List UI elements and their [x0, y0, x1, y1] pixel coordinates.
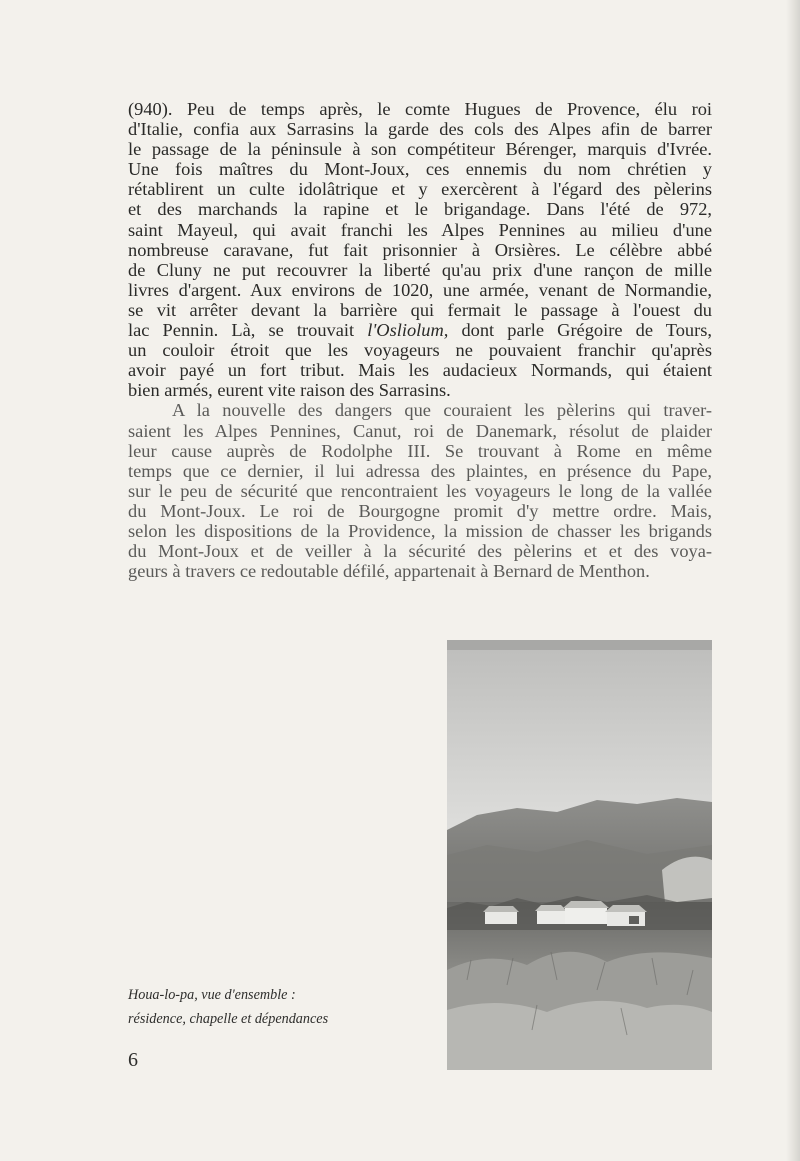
text-line: du Mont-Joux. Le roi de Bourgogne promit d'y mettre ordre. Mais,: [128, 500, 712, 521]
paragraph-start: A la nouvelle des dangers que couraient les pèlerins qui traver-: [172, 400, 712, 421]
caption-line-1: Houa-lo-pa, vue d'ensemble :: [128, 987, 296, 1003]
text-line: se vit arrêter devant la barrière qui fermait le passage à l'ouest du: [128, 299, 712, 320]
text-line: temps que ce dernier, il lui adressa des plaintes, en présence du Pape,: [128, 460, 712, 481]
text-line: et des marchands la rapine et le brigandage. Dans l'été de 972,: [128, 199, 712, 220]
text-line: leur cause auprès de Rodolphe III. Se trouvant à Rome en même: [128, 440, 712, 461]
text-line: saint Mayeul, qui avait franchi les Alpes Pennines au milieu d'une: [128, 219, 712, 240]
text-line: sur le peu de sécurité que rencontraient les voyageurs le long de la vallée: [128, 480, 712, 501]
text-line: geurs à travers ce redoutable défilé, appartenait à Bernard de Menthon.: [128, 561, 650, 582]
photo-caption: [128, 983, 428, 1031]
text-line: rétablirent un culte idolâtrique et y exercèrent à l'égard des pèlerins: [128, 179, 712, 200]
text-line: un couloir étroit que les voyageurs ne pouvaient franchir qu'après: [128, 340, 712, 361]
page-edge-shadow: [786, 0, 800, 1161]
text-line: avoir payé un fort tribut. Mais les audacieux Normands, qui étaient: [128, 360, 712, 381]
page-number: 6: [128, 1049, 138, 1071]
text-line: selon les dispositions de la Providence, la mission de chasser les brigands: [128, 520, 712, 541]
text-line: (940). Peu de temps après, le comte Hugues de Provence, élu roi: [128, 99, 712, 119]
text-line: de Cluny ne put recouvrer la liberté qu'au prix d'une rançon de mille: [128, 259, 712, 280]
text-line-with-italic: [128, 320, 712, 340]
text-fragment: lac Pennin. Là, se trouvait: [128, 320, 368, 341]
text-line: livres d'argent. Aux environs de 1020, une armée, venant de Normandie,: [128, 279, 712, 300]
landscape-photo-drawing: [447, 640, 712, 1070]
text-line: bien armés, eurent vite raison des Sarrasins.: [128, 380, 451, 401]
text-line: le passage de la péninsule à son compétiteur Bérenger, marquis d'Ivrée.: [128, 139, 712, 160]
body-text: [128, 99, 712, 581]
text-line: du Mont-Joux et de veiller à la sécurité des pèlerins et et des voya-: [128, 541, 712, 562]
landscape-photo: [447, 640, 712, 1070]
caption-line-2: résidence, chapelle et dépendances: [128, 1011, 329, 1027]
text-fragment: dont parle Grégoire de Tours,: [448, 320, 712, 341]
text-line: d'Italie, confia aux Sarrasins la garde des cols des Alpes afin de barrer: [128, 119, 712, 140]
italic-term-osliolum: l'Osliolum,: [367, 320, 449, 341]
text-line: nombreuse caravane, fut fait prisonnier à Orsières. Le célèbre abbé: [128, 239, 712, 260]
text-line: Une fois maîtres du Mont-Joux, ces ennemis du nom chrétien y: [128, 159, 712, 180]
text-line: saient les Alpes Pennines, Canut, roi de Danemark, résolut de plaider: [128, 420, 712, 441]
